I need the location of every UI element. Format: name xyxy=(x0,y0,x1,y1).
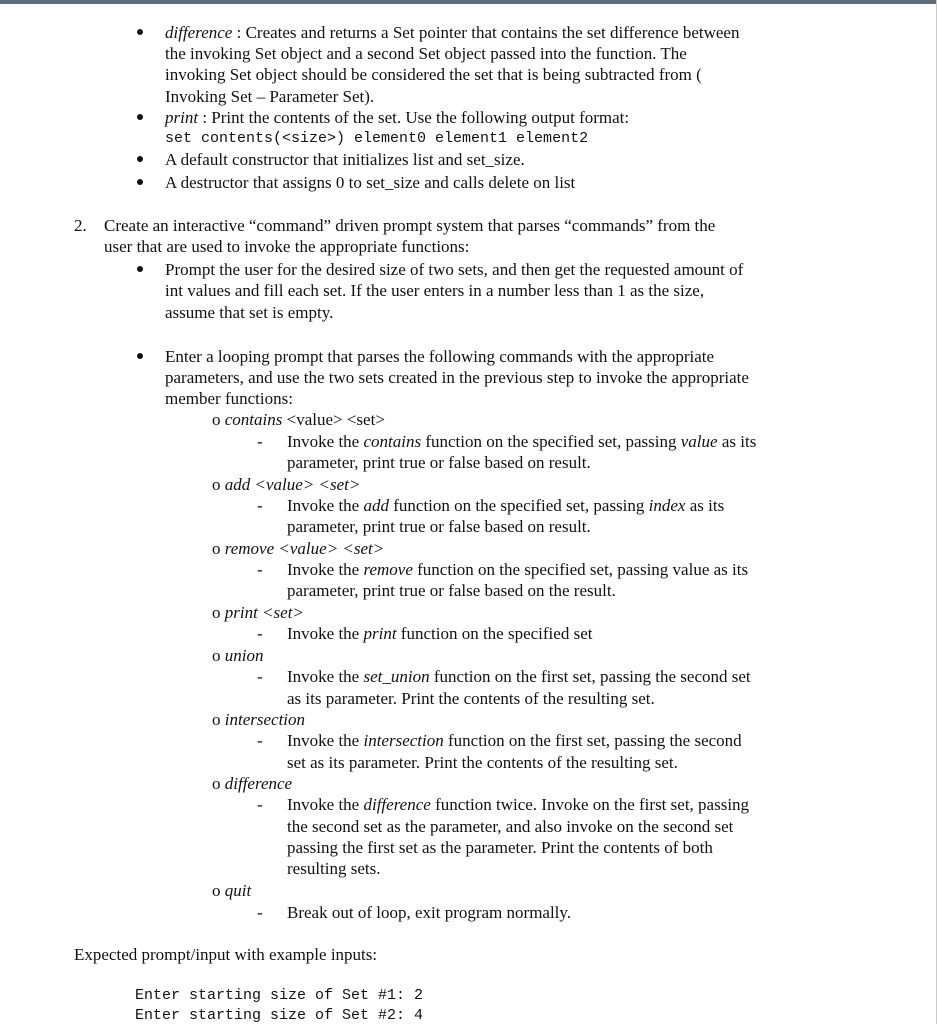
bullet xyxy=(137,266,143,272)
top-border xyxy=(0,0,937,4)
method-name: difference xyxy=(165,23,233,42)
dash-marker: - xyxy=(257,731,263,750)
method-name: print xyxy=(165,108,199,127)
prompt-bullet-line: assume that set is empty. xyxy=(165,303,334,322)
difference-desc-line: difference : Creates and returns a Set pointer that contains the set difference between xyxy=(165,23,740,42)
command-union: o union xyxy=(212,646,264,665)
loop-bullet-line: parameters, and use the two sets created in the previous step to invoke the appropriate xyxy=(165,368,749,387)
command-difference: o difference xyxy=(212,774,293,793)
command-desc-line: Invoke the set_union function on the first set, passing the second set xyxy=(287,667,751,686)
dash-marker: - xyxy=(257,667,263,686)
example-code-line: Enter starting size of Set #1: 2 xyxy=(135,987,424,1004)
item2-text-line: Create an interactive “command” driven prompt system that parses “commands” from the xyxy=(104,216,716,235)
destructor-desc: A destructor that assigns 0 to set_size and calls delete on list xyxy=(165,173,576,192)
bullet xyxy=(137,179,143,185)
bullet xyxy=(137,29,143,35)
command-quit: o quit xyxy=(212,881,252,900)
bullet xyxy=(137,156,143,162)
item2-text-line: user that are used to invoke the appropriate functions: xyxy=(104,237,470,256)
command-intersection: o intersection xyxy=(212,710,306,729)
dash-marker: - xyxy=(257,903,263,922)
command-desc-line: Break out of loop, exit program normally. xyxy=(287,903,572,922)
loop-bullet-line: member functions: xyxy=(165,389,293,408)
command-desc-line: passing the first set as the parameter. Print the contents of both xyxy=(287,838,713,857)
command-desc-line: parameter, print true or false based on result. xyxy=(287,517,591,536)
command-desc-line: parameter, print true or false based on result. xyxy=(287,453,591,472)
prompt-bullet-line: int values and fill each set. If the user enters in a number less than 1 as the size, xyxy=(165,281,705,300)
dash-marker: - xyxy=(257,432,263,451)
loop-bullet-line: Enter a looping prompt that parses the following commands with the appropriate xyxy=(165,347,715,366)
expected-heading: Expected prompt/input with example inputs: xyxy=(74,945,378,964)
constructor-desc: A default constructor that initializes list and set_size. xyxy=(165,150,525,169)
command-desc-line: resulting sets. xyxy=(287,859,381,878)
command-add: o add <value> <set> xyxy=(212,475,361,494)
command-desc-line: Invoke the difference function twice. Invoke on the first set, passing xyxy=(287,795,750,814)
command-desc-line: Invoke the print function on the specified set xyxy=(287,624,593,643)
command-desc-line: Invoke the contains function on the specified set, passing value as its xyxy=(287,432,757,451)
command-desc-line: Invoke the remove function on the specified set, passing value as its xyxy=(287,560,749,579)
command-desc-line: the second set as the parameter, and also invoke on the second set xyxy=(287,817,734,836)
prompt-bullet-line: Prompt the user for the desired size of two sets, and then get the requested amount of xyxy=(165,260,744,279)
difference-desc-line: invoking Set object should be considered the set that is being subtracted from ( xyxy=(165,65,702,84)
output-format-code: set contents(<size>) element0 element1 element2 xyxy=(165,130,589,147)
dash-marker: - xyxy=(257,560,263,579)
command-desc-line: Invoke the intersection function on the first set, passing the second xyxy=(287,731,742,750)
bullet xyxy=(137,114,143,120)
command-desc-line: Invoke the add function on the specified set, passing index as its xyxy=(287,496,725,515)
command-desc-line: parameter, print true or false based on the result. xyxy=(287,581,616,600)
command-remove: o remove <value> <set> xyxy=(212,539,385,558)
example-code-line: Enter starting size of Set #2: 4 xyxy=(135,1007,424,1024)
dash-marker: - xyxy=(257,496,263,515)
dash-marker: - xyxy=(257,795,263,814)
difference-desc-line: the invoking Set object and a second Set object passed into the function. The xyxy=(165,44,687,63)
command-desc-line: as its parameter. Print the contents of the resulting set. xyxy=(287,689,655,708)
command-print: o print <set> xyxy=(212,603,304,622)
print-desc-line: print : Print the contents of the set. Use the following output format: xyxy=(165,108,630,127)
bullet xyxy=(137,353,143,359)
difference-desc-line: Invoking Set – Parameter Set). xyxy=(165,87,375,106)
command-desc-line: set as its parameter. Print the contents of the resulting set. xyxy=(287,753,678,772)
dash-marker: - xyxy=(257,624,263,643)
list-number: 2. xyxy=(74,216,87,235)
command-contains: o contains <value> <set> xyxy=(212,410,385,429)
